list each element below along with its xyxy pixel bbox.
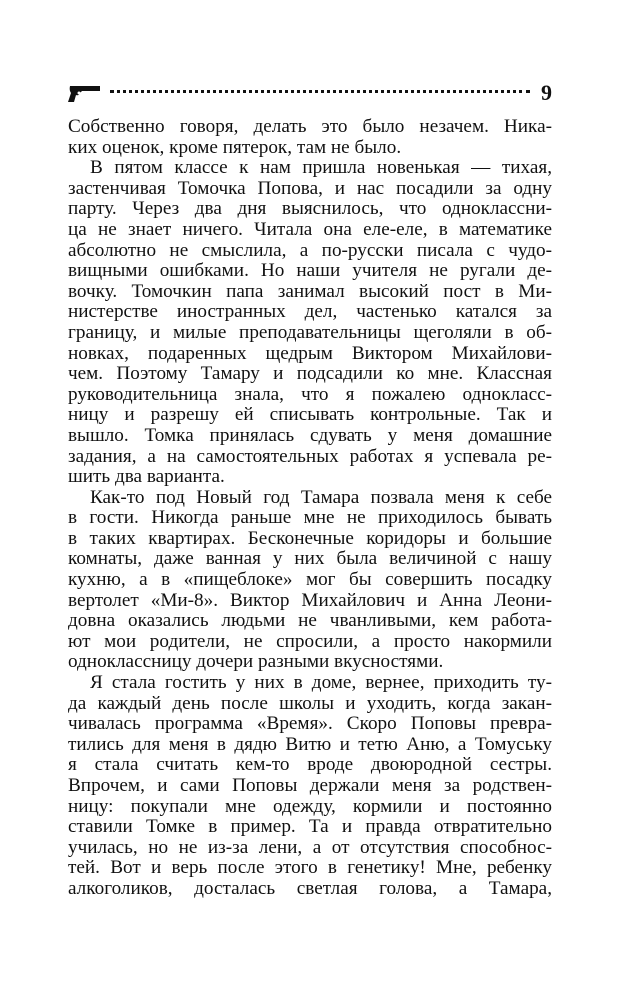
text-line: вышло. Томка принялась сдувать у меня домашние <box>68 424 552 446</box>
text-line: ют мои родители, не спросили, а просто накормили <box>68 630 552 652</box>
text-line: тей. Вот и верь после этого в генетику! Мне, ребенку <box>68 857 552 879</box>
text-line: Как-то под Новый год Тамара позвала меня к себе <box>90 486 552 508</box>
text-line: вочку. Томочкин папа занимал высокий пост в Ми- <box>68 280 552 302</box>
text-line: ницу: покупали мне одежду, кормили и постоянно <box>68 795 552 817</box>
text-line: застенчивая Томочка Попова, и нас посадили за одну <box>68 177 552 199</box>
text-line: в гости. Никогда раньше мне не приходилось бывать <box>68 507 552 529</box>
revolver-icon <box>68 84 102 109</box>
page-body-text <box>68 117 552 900</box>
text-line: училась, но не из-за лени, а от отсутствия способнос- <box>68 836 552 858</box>
text-line: кухню, а в «пищеблоке» мог бы совершить посадку <box>68 569 552 591</box>
running-header <box>68 80 552 106</box>
paragraph <box>68 488 552 673</box>
text-line: чем. Поэтому Тамару и подсадили ко мне. Классная <box>68 363 552 385</box>
text-line: ставили Томке в пример. Та и правда отвратительно <box>68 816 552 838</box>
text-line: вищными ошибками. Но наши учителя не ругали де- <box>68 260 552 282</box>
text-line: чивалась программа «Время». Скоро Поповы превра- <box>68 713 552 735</box>
text-line: задания, а на самостоятельных работах я успевала ре- <box>68 445 552 467</box>
paragraph <box>68 158 552 488</box>
paragraph <box>68 673 552 900</box>
text-line: тились для меня в дядю Витю и тетю Аню, а Томуську <box>68 733 552 755</box>
text-line: да каждый день после школы и уходить, когда закан- <box>68 692 552 714</box>
text-line: шить два варианта. <box>68 466 225 488</box>
text-line: парту. Через два дня выяснилось, что одноклассни- <box>68 198 552 220</box>
text-line: комнаты, даже ванная у них была величиной с нашу <box>68 548 552 570</box>
text-line: новках, подаренных щедрым Виктором Михайлови- <box>68 342 552 364</box>
text-line: границу, и милые преподавательницы щеголяли в об- <box>68 321 552 343</box>
text-line: ца не знает ничего. Читала она еле-еле, в математике <box>68 218 552 240</box>
text-line: Впрочем, и сами Поповы держали меня за родствен- <box>68 775 552 796</box>
text-line: Я стала гостить у них в доме, вернее, приходить ту- <box>90 672 552 694</box>
text-line: Собственно говоря, делать это было незачем. Ника- <box>68 116 552 137</box>
text-line: руководительница знала, что я пожалею однокласс- <box>68 383 552 405</box>
text-line: ницу и разрешу ей списывать контрольные. Так и <box>68 404 552 426</box>
text-line: вертолет «Ми-8». Виктор Михайлович и Анна Леони- <box>68 589 552 611</box>
text-line: В пятом классе к нам пришла новенькая — тихая, <box>90 157 552 179</box>
text-line: я стала считать кем-то вроде двоюродной сестры. <box>68 754 552 776</box>
text-line: ких оценок, кроме пятерок, там не было. <box>68 136 402 158</box>
text-line: абсолютно не смыслила, а по-русски писала с чудо- <box>68 239 552 261</box>
text-line: алкоголиков, досталась светлая голова, а Тамара, <box>68 877 552 899</box>
text-line: одноклассницу дочери разными вкусностями. <box>68 651 444 673</box>
text-line: нистерстве иностранных дел, частенько катался за <box>68 301 552 323</box>
page-number: 9 <box>541 80 552 105</box>
dotted-leader <box>110 90 530 93</box>
text-line: в таких квартирах. Бесконечные коридоры и большие <box>68 527 552 549</box>
paragraph <box>68 117 552 158</box>
text-line: довна оказались людьми не чванливыми, кем работа- <box>68 610 552 632</box>
